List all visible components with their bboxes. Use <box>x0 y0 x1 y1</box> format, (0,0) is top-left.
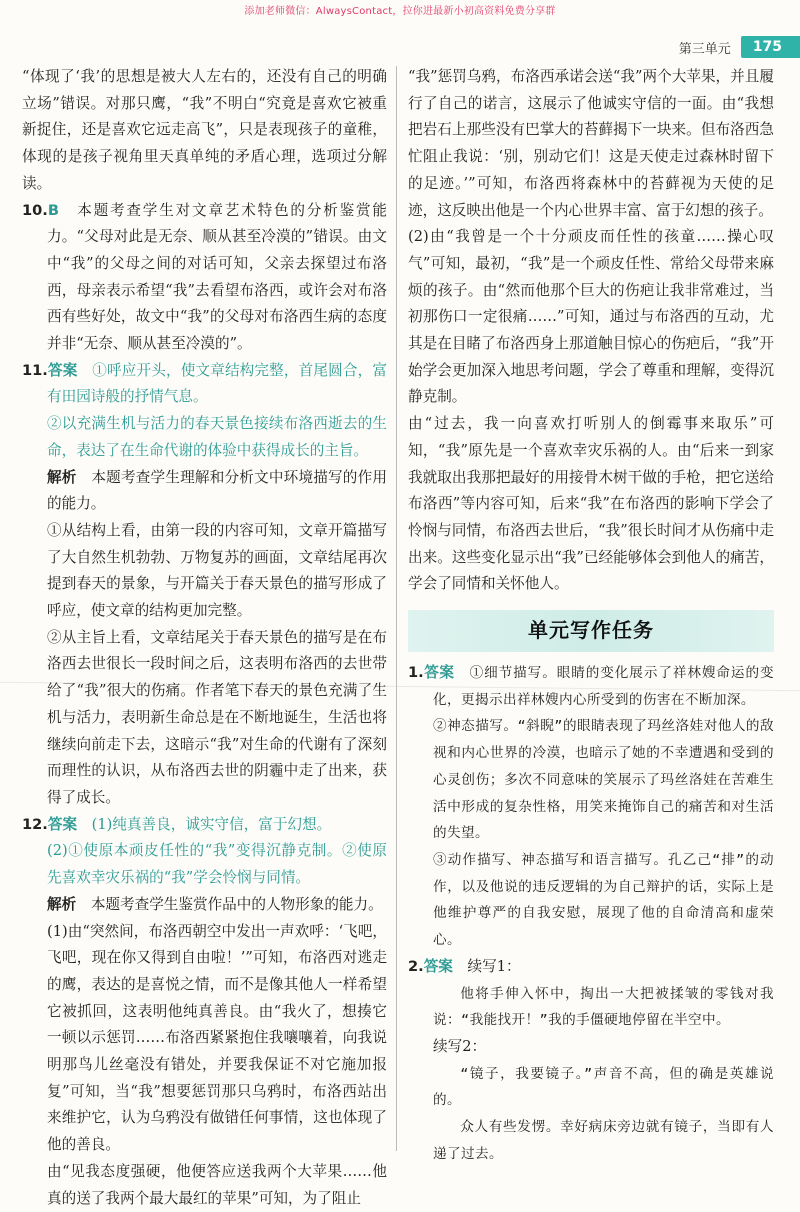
analysis-paragraph: (2)由“我曾是一个十分顽皮而任性的孩童……操心叹气”可知，最初，“我”是一个顽皮任性、常给父母带来麻烦的孩子。由“然而他那个巨大的伤疤让我非常难过，当初那伤口一定很痛……”可知，通过与布洛西的互动，尤其是在目睹了布洛西身上那道触目惊心的伤疤后，“我”开始学会更加深入地思考问题，学会了尊重和理解，变得沉静克制。 <box>408 228 774 406</box>
handwritten-answer: “镜子，我要镜子。”声音不高，但的确是英雄说的。 <box>433 1065 774 1109</box>
answer-tag: 答案 <box>47 361 78 379</box>
answer-line: ①呼应开头，使文章结构完整，首尾圆合，富有田园诗般的抒情气息。 <box>47 361 387 406</box>
handwritten-answer: ②神态描写。“斜睨”的眼睛表现了玛丝洛娃对他人的敌视和内心世界的冷漠，也暗示了她的不幸遭遇和受到的心灵创伤；多次不同意味的笑展示了玛丝洛娃在苦难生活中形成的复杂性格，用笑来掩饰自己的痛苦和对生活的失望。 <box>433 718 774 842</box>
section-banner <box>408 610 774 652</box>
analysis-intro: 解析 本题考查学生理解和分析文中环境描写的作用的能力。 <box>47 468 387 513</box>
writing-task-1 <box>408 660 774 713</box>
question-10 <box>22 198 387 358</box>
analysis-paragraph: ①从结构上看，由第一段的内容可知，文章开篇描写了大自然生机勃勃、万物复苏的画面，文章结尾再次提到春天的景象，与开篇关于春天景色的描写形成了呼应，使文章的结构更加完整。 <box>47 521 387 620</box>
analysis-paragraph: 由“过去，我一向喜欢打听别人的倒霉事来取乐”可知，“我”原先是一个喜欢幸灾乐祸的人。由“后来一到家我就取出我那把最好的用接骨木树干做的手枪，把它送给布洛西”等内容可知，后来“我”在布洛西的影响下学会了怜悯与同情，布洛西去世后，“我”很长时间才从伤痛中走出来。这些变化显示出“我”已经能够体会到他人的痛苦，学会了同情和关怀他人。 <box>408 415 774 593</box>
analysis-label: 解析 <box>47 895 77 913</box>
answer-line: (1)纯真善良，诚实守信，富于幻想。 <box>91 815 332 833</box>
column-divider <box>396 66 397 1151</box>
answer-tag: 答案 <box>47 815 78 833</box>
watermark-text: 添加老师微信：AlwaysContact，拉你进最新小初高资料免费分享群 <box>244 6 556 17</box>
left-column <box>22 64 387 1212</box>
continuation-label: 续写1： <box>467 957 521 975</box>
continuation-label: 续写2： <box>433 1037 487 1055</box>
analysis-label: 解析 <box>47 468 77 486</box>
answer-tag: 答案 <box>423 664 455 682</box>
writing-task-2 <box>408 954 774 981</box>
page-number: 175 <box>741 36 800 58</box>
unit-title: 第三单元 <box>678 41 731 57</box>
answer-line: (2)①使原本顽皮任性的“我”变得沉静克制。②使原先喜欢幸灾乐祸的“我”学会怜悯与同情。 <box>47 842 387 887</box>
right-column <box>408 64 774 1167</box>
handwritten-answer: ③动作描写、神态描写和语言描写。孔乙己“排”的动作，以及他说的违反逻辑的为自己辩护的话，实际上是他维护尊严的自我安慰，展现了他的自命清高和虚荣心。 <box>433 851 774 949</box>
section-title: 单元写作任务 <box>528 618 654 643</box>
analysis-intro: 解析 本题考查学生鉴赏作品中的人物形象的能力。 <box>47 895 383 913</box>
question-11-answer <box>22 358 387 411</box>
question-number: 12. <box>22 815 48 833</box>
question-number: 11. <box>22 361 48 379</box>
answer-line: ②以充满生机与活力的春天景色接续布洛西逝去的生命，表达了在生命代谢的体验中获得成长的主旨。 <box>47 415 387 459</box>
question-10-text: 本题考查学生对文章艺术特色的分析鉴赏能力。“父母对此是无奈、顺从甚至冷漠的”错误。由文中“我”的父母之间的对话可知，父亲去探望过布洛西，母亲表示希望“我”去看望布洛西，或许会对布洛西有些好处，故文中“我”的父母对布洛西生病的态度并非“无奈、顺从甚至冷漠的”。 <box>47 201 387 353</box>
question-number: 10. <box>22 201 48 219</box>
answer-tag: 答案 <box>423 957 453 975</box>
analysis-paragraph: “我”惩罚乌鸦，布洛西承诺会送“我”两个大苹果，并且履行了自己的诺言，这展示了他诚实守信的一面。由“我想把岩石上那些没有巴掌大的苔藓揭下一块来。但布洛西急忙阻止我说：‘别，别动它们！这是天使走过森林时留下的足迹。’”可知，布洛西将森林中的苔藓视为天使的足迹，这反映出他是一个内心世界丰富、富于幻想的孩子。 <box>408 68 774 219</box>
answer-letter: B <box>47 201 59 219</box>
page-header <box>679 34 800 60</box>
handwritten-answer: 他将手伸入怀中，掏出一大把被揉皱的零钱对我说：“我能找开！”我的手僵硬地停留在半空中。 <box>433 985 774 1029</box>
analysis-paragraph: 由“见我态度强硬，他便答应送我两个大苹果……他真的送了我两个最大最红的苹果”可知，为了阻止 <box>47 1162 387 1207</box>
analysis-paragraph: ②从主旨上看，文章结尾关于春天景色的描写是在布洛西去世很长一段时间之后，这表明布洛西的去世带给了“我”很大的伤痛。作者笔下春天的景色充满了生机与活力，表明新生命总是在不断地诞生，生活也将继续向前走下去，这暗示“我”对生命的代谢有了深刻而理性的认识，从布洛西去世的阴霾中走了出来，获得了成长。 <box>47 628 387 806</box>
question-number: 1. <box>408 664 424 682</box>
handwritten-answer: 众人有些发愣。幸好病床旁边就有镜子，当即有人递了过去。 <box>433 1119 774 1162</box>
question-12-answer <box>22 812 387 839</box>
question-number: 2. <box>408 957 424 975</box>
paragraph-continued: “体现了‘我’的思想是被大人左右的，还没有自己的明确立场”错误。对那只鹰，“我”不明白“究竟是喜欢它被重新捉住，还是喜欢它远走高飞”，只是表现孩子的童稚，体现的是孩子视角里天真单纯的矛盾心理，选项过分解读。 <box>22 68 387 192</box>
analysis-paragraph: (1)由“突然间，布洛西朝空中发出一声欢呼：‘飞吧，飞吧，现在你又得到自由啦！’”可知，布洛西对逃走的鹰，表达的是喜悦之情，而不是像其他人一样希望它被抓回，这表明他纯真善良。由“我火了，想揍它一顿以示惩罚……布洛西紧紧抱住我嚷嚷着，向我说明那鸟儿丝毫没有错处，并要我保证不对它施加报复”可知，当“我”想要惩罚那只乌鸦时，布洛西站出来维护它，认为乌鸦没有做错任何事情，这也体现了他的善良。 <box>47 922 387 1154</box>
handwritten-answer: ①细节描写。眼睛的变化展示了祥林嫂命运的变化，更揭示出祥林嫂内心所受到的伤害在不断加深。 <box>433 665 774 708</box>
